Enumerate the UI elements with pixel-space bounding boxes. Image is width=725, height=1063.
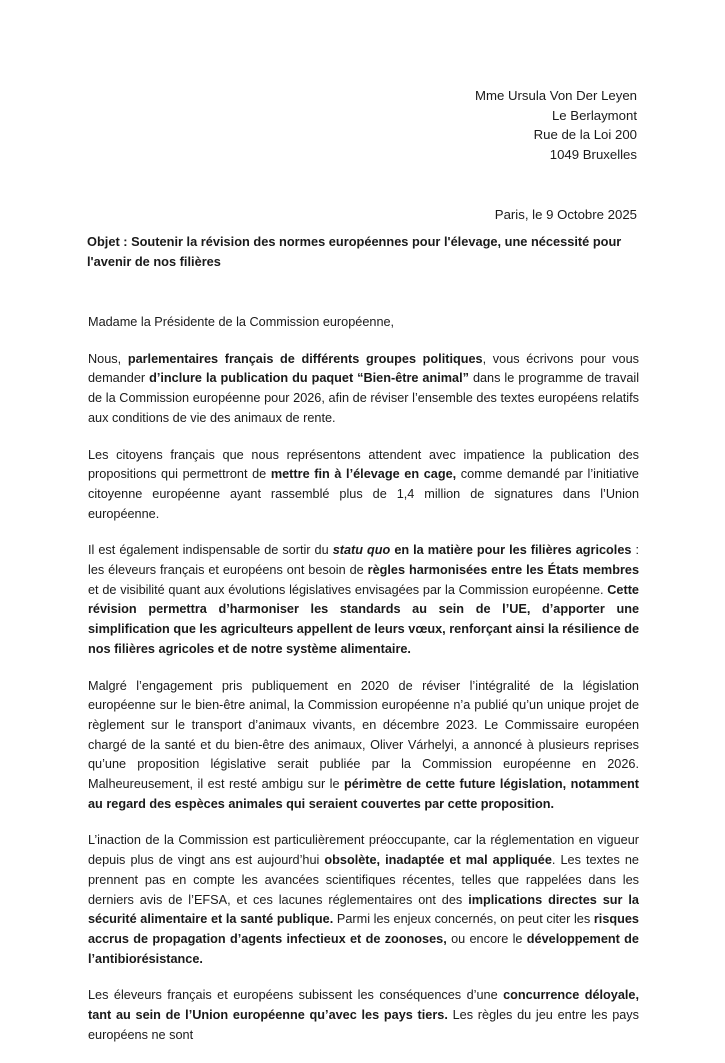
- text-segment: Il est également indispensable de sortir du: [88, 543, 333, 558]
- text-segment: Nous,: [88, 351, 128, 366]
- text-segment: Les éleveurs français et européens subissent les conséquences d’une: [88, 988, 504, 1003]
- letter-body: [88, 313, 639, 1063]
- text-segment: et de visibilité quant aux évolutions législatives envisagées par la Commission européenne.: [88, 582, 608, 597]
- recipient-address-block: [475, 86, 637, 164]
- emphasized-text-segment: implications directes sur la sécurité alimentaire et la santé publique.: [88, 892, 639, 927]
- recipient-name: Mme Ursula Von Der Leyen: [475, 88, 637, 103]
- text-segment: Parmi les enjeux concernés, on peut citer les: [333, 912, 594, 927]
- text-segment: ou encore le: [446, 931, 527, 946]
- text-segment: , vous écrivons pour vous demander: [88, 351, 639, 386]
- emphasized-text-segment: obsolète, inadaptée et mal appliquée: [324, 853, 552, 868]
- text-segment: : les éleveurs français et européens ont besoin de: [88, 543, 639, 578]
- emphasized-text-segment: statu quo: [332, 543, 391, 558]
- text-segment: dans le programme de travail de la Commission européenne pour 2026, afin de réviser l’ensemble des textes européens relatifs aux conditions de vie des animaux de rente.: [88, 371, 640, 425]
- emphasized-text-segment: parlementaires français de différents groupes politiques: [127, 351, 483, 366]
- text-segment: . Les textes ne prennent pas en compte les avancées scientifiques récentes, telles que rappelées dans les derniers avis de l’EFSA, et ces lacunes réglementaires ont des: [88, 853, 639, 907]
- recipient-street: Rue de la Loi 200: [533, 127, 637, 143]
- body-paragraph: [88, 350, 639, 429]
- letter-date: Paris, le 9 Octobre 2025: [494, 207, 637, 222]
- emphasized-text-segment: concurrence déloyale, tant au sein de l’Union européenne qu’avec les pays tiers.: [88, 988, 639, 1023]
- recipient-building: Le Berlaymont: [551, 107, 637, 123]
- emphasized-text-segment: mettre fin à l’élevage en cage,: [270, 467, 457, 482]
- emphasized-text-segment: périmètre de cette future législation, notamment au regard des espèces animales qui seraient couvertes par cette proposition.: [88, 777, 639, 811]
- emphasized-text-segment: en la matière pour les filières agricoles: [390, 543, 632, 558]
- emphasized-text-segment: d’inclure la publication du paquet “Bien-être animal”: [149, 371, 469, 386]
- text-segment: L’inaction de la Commission est particulièrement préoccupante, car la réglementation en vigueur depuis plus de vingt ans est aujourd’hui: [88, 833, 639, 868]
- emphasized-text-segment: règles harmonisées entre les États membres: [367, 563, 639, 578]
- body-paragraph: [88, 831, 639, 969]
- body-paragraph: [88, 541, 639, 659]
- text-segment: Les règles du jeu entre les pays européens ne sont: [88, 1008, 639, 1042]
- body-paragraph: [88, 986, 639, 1045]
- text-segment: Les citoyens français que nous représentons attendent avec impatience la publication des propositions qui permettront de: [88, 447, 639, 482]
- text-segment: Malgré l’engagement pris publiquement en 2020 de réviser l’intégralité de la législation européenne sur le bien-être animal, la Commission européenne n’a publié qu’un unique projet de règlement sur le transport d’animaux vivants, en décembre 2023. Le Commissaire européen chargé de la santé et du bien-être des animaux, Oliver Várhelyi, a annoncé à plusieurs reprises qu’une proposition législative serait publiée par la Commission européenne en 2026. Malheureusement, il est resté ambigu sur le: [88, 678, 639, 792]
- recipient-city: 1049 Bruxelles: [549, 146, 637, 162]
- salutation: Madame la Présidente de la Commission européenne,: [88, 315, 395, 329]
- body-paragraph: [88, 446, 639, 525]
- body-paragraph: [88, 677, 639, 815]
- letter-subject: Objet : Soutenir la révision des normes européennes pour l'élevage, une nécessité pour l'avenir de nos filières: [87, 234, 622, 269]
- text-segment: comme demandé par l’initiative citoyenne européenne ayant rassemblé plus de 1,4 million de signatures dans l’Union européenne.: [88, 467, 639, 521]
- emphasized-text-segment: développement de l’antibiorésistance.: [88, 931, 639, 966]
- emphasized-text-segment: risques accrus de propagation d’agents infectieux et de zoonoses,: [88, 912, 639, 946]
- emphasized-text-segment: Cette révision permettra d’harmoniser les standards au sein de l’UE, d’apporter une simplification que les agriculteurs appellent de leurs vœux, renforçant ainsi la résilience de nos filières agricoles et de notre système alimentaire.: [88, 582, 639, 656]
